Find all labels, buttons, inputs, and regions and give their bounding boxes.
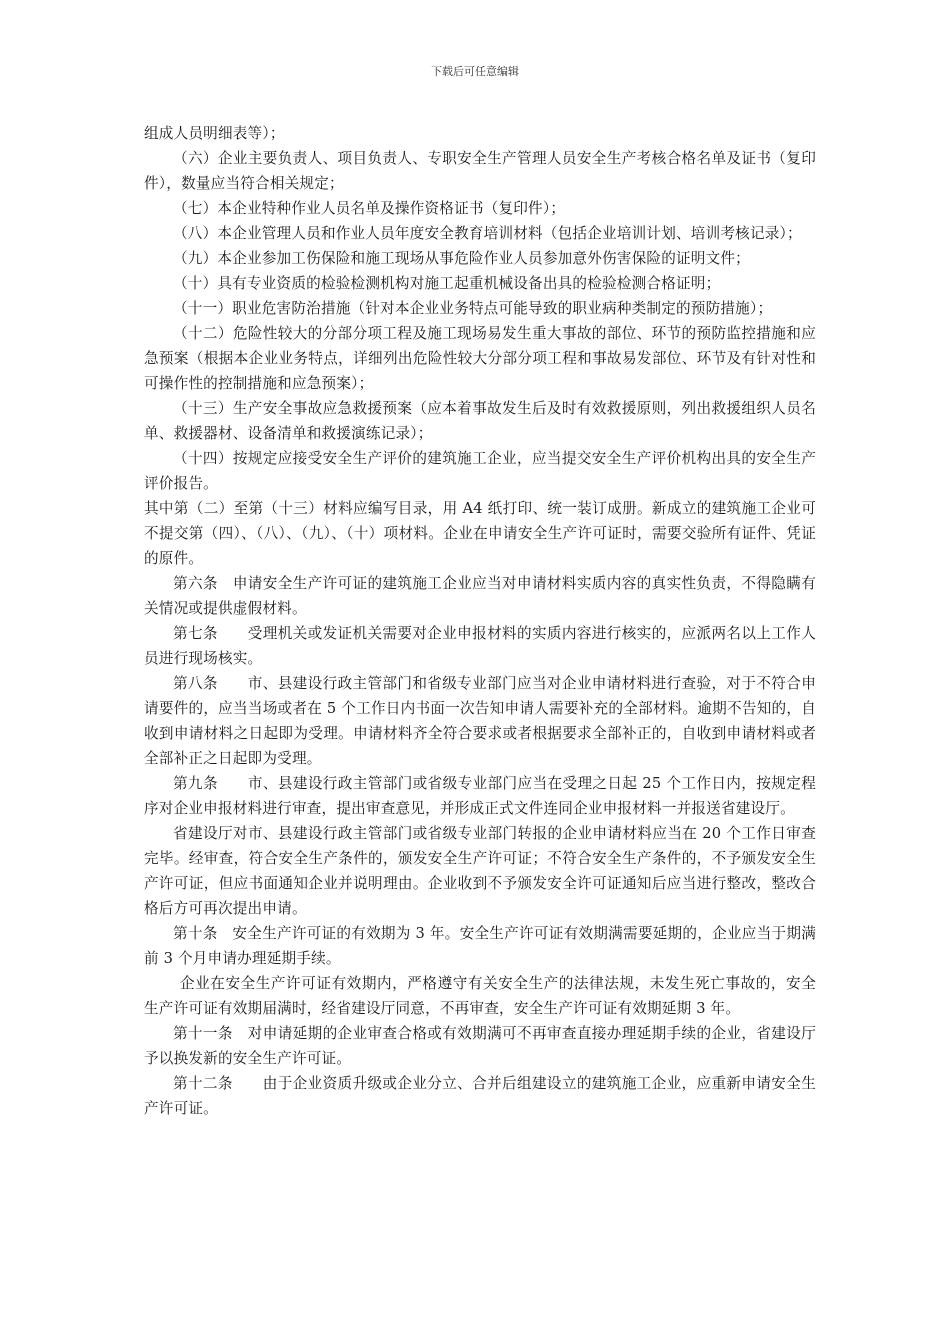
paragraph: （十）具有专业资质的检验检测机构对施工起重机械设备出具的检验检测合格证明； <box>173 275 721 292</box>
article-paragraph: 第十二条 由于企业资质升级或企业分立、合并后组建设立的建筑施工企业，应重新申请安全生产许可证。 <box>144 1075 816 1117</box>
paragraph: （七）本企业特种作业人员名单及操作资格证书（复印件）； <box>173 200 566 217</box>
article-paragraph: 第十条 安全生产许可证的有效期为 3 年。安全生产许可证有效期满需要延期的，企业应当于期满前 3 个月申请办理延期手续。 <box>144 925 816 967</box>
article-paragraph: 第六条 申请安全生产许可证的建筑施工企业应当对申请材料实质内容的真实性负责，不得隐瞒有关情况或提供虚假材料。 <box>144 575 816 617</box>
paragraph: （十三）生产安全事故应急救援预案（应本着事故发生后及时有效救援原则，列出救援组织人员名单、救援器材、设备清单和救援演练记录）； <box>144 400 816 442</box>
paragraph: 省建设厅对市、县建设行政主管部门或省级专业部门转报的企业申请材料应当在 20 个工作日审查完毕。经审查，符合安全生产条件的，颁发安全生产许可证；不符合安全生产条件的，不予颁发安全生产许可证，但应书面通知企业并说明理由。企业收到不予颁发安全许可证通知后应当进行整改，整改合格后方可再次提出申请。 <box>144 825 816 917</box>
paragraph: （六）企业主要负责人、项目负责人、专职安全生产管理人员安全生产考核合格名单及证书（复印件），数量应当符合相关规定； <box>144 150 816 192</box>
paragraph: （十二）危险性较大的分部分项工程及施工现场易发生重大事故的部位、环节的预防监控措施和应急预案（根据本企业业务特点，详细列出危险性较大分部分项工程和事故易发部位、环节及有针对性和可操作性的控制措施和应急预案）； <box>144 325 816 392</box>
page-header: 下载后可任意编辑 <box>431 65 519 78</box>
paragraph: （十四）按规定应接受安全生产评价的建筑施工企业，应当提交安全生产评价机构出具的安全生产评价报告。 <box>144 450 816 492</box>
document-body <box>144 121 816 1121</box>
paragraph: （十一）职业危害防治措施（针对本企业业务特点可能导致的职业病种类制定的预防措施）； <box>173 300 773 317</box>
paragraph: 企业在安全生产许可证有效期内，严格遵守有关安全生产的法律法规，未发生死亡事故的，安全生产许可证有效期届满时，经省建设厅同意，不再审查，安全生产许可证有效期延期 3 年。 <box>144 975 816 1017</box>
paragraph: （九）本企业参加工伤保险和施工现场从事危险作业人员参加意外伤害保险的证明文件； <box>173 250 750 267</box>
article-paragraph: 第十一条 对申请延期的企业审查合格或有效期满可不再审查直接办理延期手续的企业，省建设厅予以换发新的安全生产许可证。 <box>144 1025 816 1067</box>
paragraph: 组成人员明细表等）； <box>144 125 285 142</box>
article-paragraph: 第八条 市、县建设行政主管部门和省级专业部门应当对企业申请材料进行查验，对于不符合申请要件的，应当当场或者在 5 个工作日内书面一次告知申请人需要补充的全部材料。逾期不告知的，自收到申请材料之日起即为受理。申请材料齐全符合要求或者根据要求全部补正的，自收到申请材料或者全部补正之日起即为受理。 <box>144 675 816 767</box>
article-paragraph: 第九条 市、县建设行政主管部门或省级专业部门应当在受理之日起 25 个工作日内，按规定程序对企业申报材料进行审查，提出审查意见，并形成正式文件连同企业申报材料一并报送省建设厅。 <box>144 775 816 817</box>
paragraph: 其中第（二）至第（十三）材料应编写目录，用 A4 纸打印、统一装订成册。新成立的建筑施工企业可不提交第（四）、（八）、（九）、（十）项材料。企业在申请安全生产许可证时，需要交验所有证件、凭证的原件。 <box>144 500 816 567</box>
article-paragraph: 第七条 受理机关或发证机关需要对企业申报材料的实质内容进行核实的，应派两名以上工作人员进行现场核实。 <box>144 625 816 667</box>
paragraph: （八）本企业管理人员和作业人员年度安全教育培训材料（包括企业培训计划、培训考核记录）； <box>173 225 802 242</box>
